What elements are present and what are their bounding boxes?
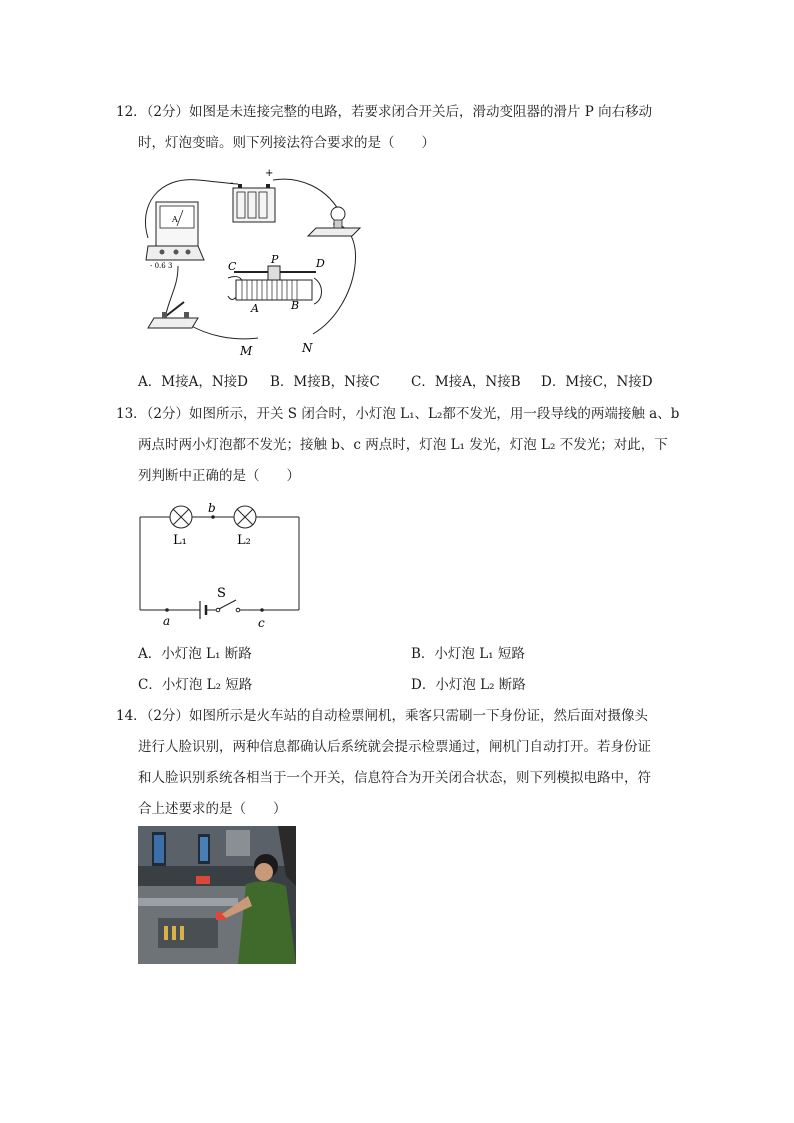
terminal-d-label: D bbox=[316, 257, 325, 270]
q13-option-c[interactable]: C．小灯泡 L₂ 短路 bbox=[138, 677, 253, 693]
q13-option-d[interactable]: D．小灯泡 L₂ 断路 bbox=[411, 677, 526, 693]
point-b-dot bbox=[211, 515, 215, 519]
q12-option-c[interactable]: C．M接A，N接B bbox=[411, 374, 521, 390]
q12-text-line1: 12．（2分）如图是未连接完整的电路，若要求闭合开关后，滑动变阻器的滑片 P 向右移动 bbox=[116, 104, 653, 120]
battery-icon bbox=[233, 184, 275, 222]
switch-s-icon bbox=[216, 600, 240, 612]
q13-option-a[interactable]: A．小灯泡 L₁ 断路 bbox=[138, 646, 252, 662]
lamp-l2-icon bbox=[234, 506, 256, 528]
q14-text-line4: 合上述要求的是（ ） bbox=[138, 801, 287, 817]
terminal-a-label: A bbox=[251, 302, 259, 315]
q12-circuit-figure bbox=[138, 166, 378, 366]
slider-p-label: P bbox=[271, 253, 279, 266]
point-a-dot bbox=[165, 608, 169, 612]
q12-text-line2: 时，灯泡变暗。则下列接法符合要求的是（ ） bbox=[138, 135, 435, 151]
battery-plus-label: + bbox=[265, 168, 274, 179]
q13-text-line2: 两点时两小灯泡都不发光；接触 b、c 两点时，灯泡 L₁ 发光，灯泡 L₂ 不发光；对此，下 bbox=[138, 437, 668, 453]
point-c-dot bbox=[260, 608, 264, 612]
q14-text-line1: 14．（2分）如图所示是火车站的自动检票闸机，乘客只需刷一下身份证，然后面对摄像头 bbox=[116, 708, 649, 724]
ticket-gate-photo bbox=[138, 826, 296, 964]
rheostat-icon bbox=[228, 266, 322, 304]
wire-n-label: N bbox=[302, 341, 313, 355]
lamp-l1-label: L₁ bbox=[173, 533, 187, 548]
ammeter-scale-label: - 0.6 3 bbox=[150, 262, 173, 270]
terminal-b-label: B bbox=[291, 299, 300, 312]
switch-icon bbox=[148, 302, 198, 328]
lamp-l2-label: L₂ bbox=[237, 533, 251, 548]
battery-minus-label: - bbox=[230, 178, 234, 189]
q14-text-line2: 进行人脸识别，两种信息都确认后系统就会提示检票通过，闸机门自动打开。若身份证 bbox=[138, 739, 651, 755]
q12-option-a[interactable]: A．M接A，N接D bbox=[138, 374, 248, 390]
terminal-c-label: C bbox=[228, 260, 237, 273]
q12-option-d[interactable]: D．M接C，N接D bbox=[541, 374, 653, 390]
ammeter-icon bbox=[146, 202, 204, 260]
q13-circuit-figure bbox=[136, 500, 306, 632]
point-a-label: a bbox=[163, 614, 171, 628]
q14-text-line3: 和人脸识别系统各相当于一个开关，信息符合为开关闭合状态，则下列模拟电路中，符 bbox=[138, 770, 651, 786]
bulb-icon bbox=[308, 207, 360, 236]
battery-symbol-icon bbox=[200, 601, 206, 619]
wire-m-label: M bbox=[240, 344, 253, 358]
q13-text-line3: 列判断中正确的是（ ） bbox=[138, 468, 300, 484]
point-c-label: c bbox=[258, 616, 265, 630]
q13-option-b[interactable]: B．小灯泡 L₁ 短路 bbox=[411, 646, 525, 662]
q12-option-b[interactable]: B．M接B，N接C bbox=[270, 374, 380, 390]
lamp-l1-icon bbox=[170, 506, 192, 528]
point-b-label: b bbox=[208, 501, 216, 515]
q13-text-line1: 13．（2分）如图所示，开关 S 闭合时，小灯泡 L₁、L₂都不发光，用一段导线的两端接触 a、b bbox=[116, 406, 680, 422]
ammeter-symbol-label: A bbox=[172, 215, 178, 224]
switch-s-label: S bbox=[217, 586, 226, 601]
